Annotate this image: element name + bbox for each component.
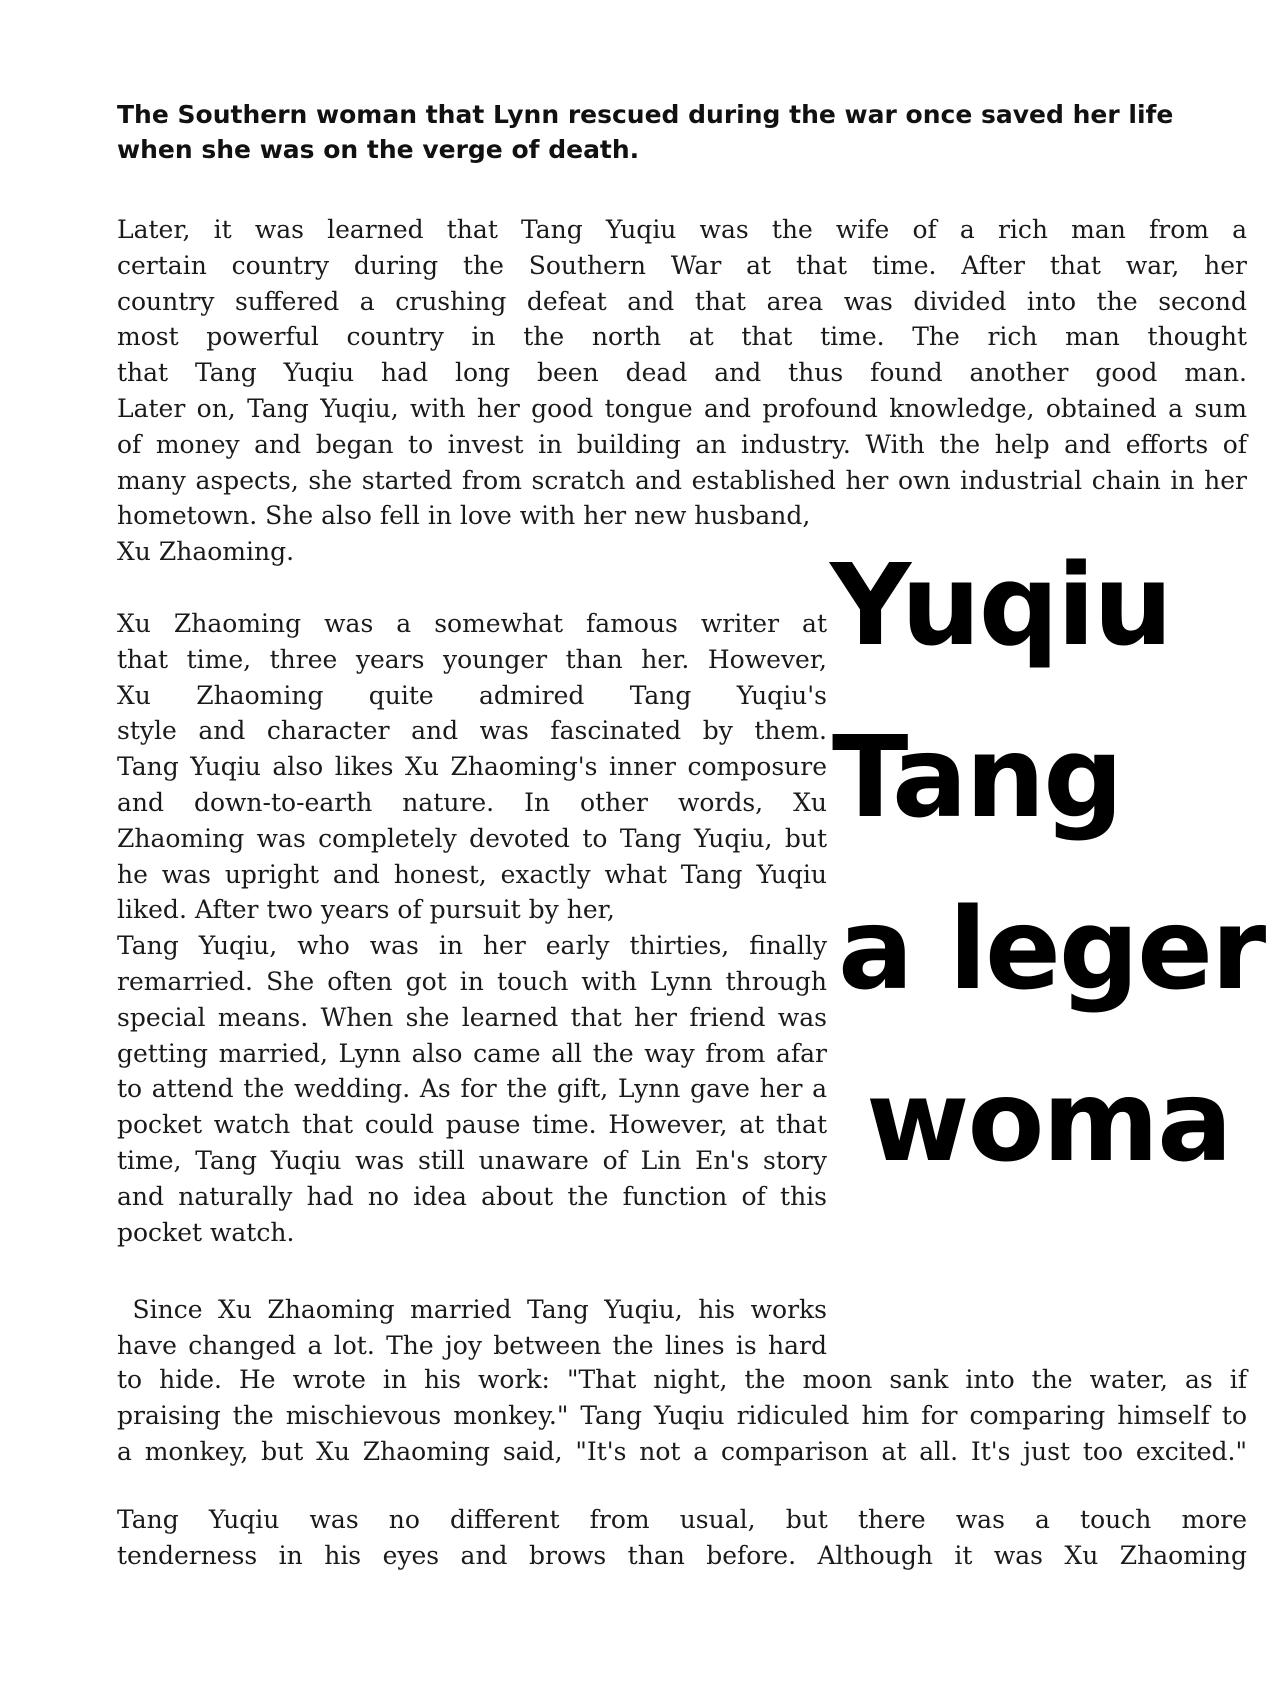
text-line: to hide. He wrote in his work: "That night, the moon sank into the water, as if [117, 1365, 1247, 1394]
text-line: getting married, Lynn also came all the way from afar [117, 1038, 827, 1068]
text-line: style and character and was fascinated by them. [117, 716, 827, 746]
paragraph-1 [117, 212, 1247, 498]
text-line: praising the mischievous monkey." Tang Yuqiu ridiculed him for comparing himself to [117, 1400, 1247, 1430]
text-line: remarried. She often got in touch with Lynn through [117, 966, 827, 996]
text-line: many aspects, she started from scratch and established her own industrial chain in her [117, 465, 1247, 495]
text-line: Tang Yuqiu, who was in her early thirties, finally [117, 931, 827, 961]
text-line: special means. When she learned that her friend was [117, 1002, 827, 1032]
text-line: Later, it was learned that Tang Yuqiu was the wife of a rich man from a [117, 215, 1247, 244]
text-line: that Tang Yuqiu had long been dead and thus found another good man. [117, 358, 1247, 388]
headline-line-3: a leger [838, 885, 1265, 1015]
text-line: pocket watch that could pause time. However, at that [117, 1110, 827, 1140]
text-line: pocket watch. [117, 1217, 295, 1247]
paragraph-1-end [117, 498, 827, 570]
headline-line-2: Tang [832, 713, 1122, 843]
text-line: Xu Zhaoming quite admired Tang Yuqiu's [117, 680, 827, 710]
headline [830, 520, 1264, 1208]
text-line: Since Xu Zhaoming married Tang Yuqiu, his works [117, 1295, 827, 1324]
paragraph-2 [117, 606, 827, 1250]
text-line: country suffered a crushing defeat and that area was divided into the second [117, 286, 1247, 316]
text-line: and naturally had no idea about the function of this [117, 1181, 827, 1211]
lead-paragraph: The Southern woman that Lynn rescued during the war once saved her life when she was on the verge of death. [117, 100, 1174, 164]
text-line: hometown. She also fell in love with her new husband, [117, 501, 811, 530]
paragraph-4 [117, 1502, 1247, 1574]
text-line: Xu Zhaoming. [117, 536, 295, 566]
headline-line-4: woma [866, 1057, 1231, 1187]
paragraph-3 [117, 1292, 827, 1364]
text-line: that time, three years younger than her. However, [117, 644, 827, 674]
text-line: certain country during the Southern War at that time. After that war, her [117, 250, 1247, 280]
text-line: liked. After two years of pursuit by her, [117, 895, 615, 925]
text-line: and down-to-earth nature. In other words, Xu [117, 787, 827, 817]
text-line: have changed a lot. The joy between the lines is hard [117, 1330, 827, 1360]
text-line: Zhaoming was completely devoted to Tang Yuqiu, but [117, 823, 827, 853]
text-line: tenderness in his eyes and brows than before. Although it was Xu Zhaoming [117, 1540, 1247, 1570]
text-line: most powerful country in the north at that time. The rich man thought [117, 322, 1247, 352]
text-line: time, Tang Yuqiu was still unaware of Lin En's story [117, 1145, 827, 1175]
headline-line-1: Yuqiu [830, 541, 1171, 671]
text-line: of money and began to invest in building an industry. With the help and efforts of [117, 429, 1247, 459]
text-line: Later on, Tang Yuqiu, with her good tongue and profound knowledge, obtained a sum [117, 393, 1247, 423]
text-line: Tang Yuqiu also likes Xu Zhaoming's inner composure [117, 752, 827, 782]
text-line: to attend the wedding. As for the gift, Lynn gave her a [117, 1074, 827, 1104]
text-line: a monkey, but Xu Zhaoming said, "It's not a comparison at all. It's just too excited." [117, 1436, 1247, 1466]
text-line: Xu Zhaoming was a somewhat famous writer at [117, 609, 827, 638]
text-line: Tang Yuqiu was no different from usual, but there was a touch more [117, 1505, 1247, 1534]
paragraph-3-end [117, 1362, 1247, 1469]
text-line: he was upright and honest, exactly what Tang Yuqiu [117, 859, 827, 889]
